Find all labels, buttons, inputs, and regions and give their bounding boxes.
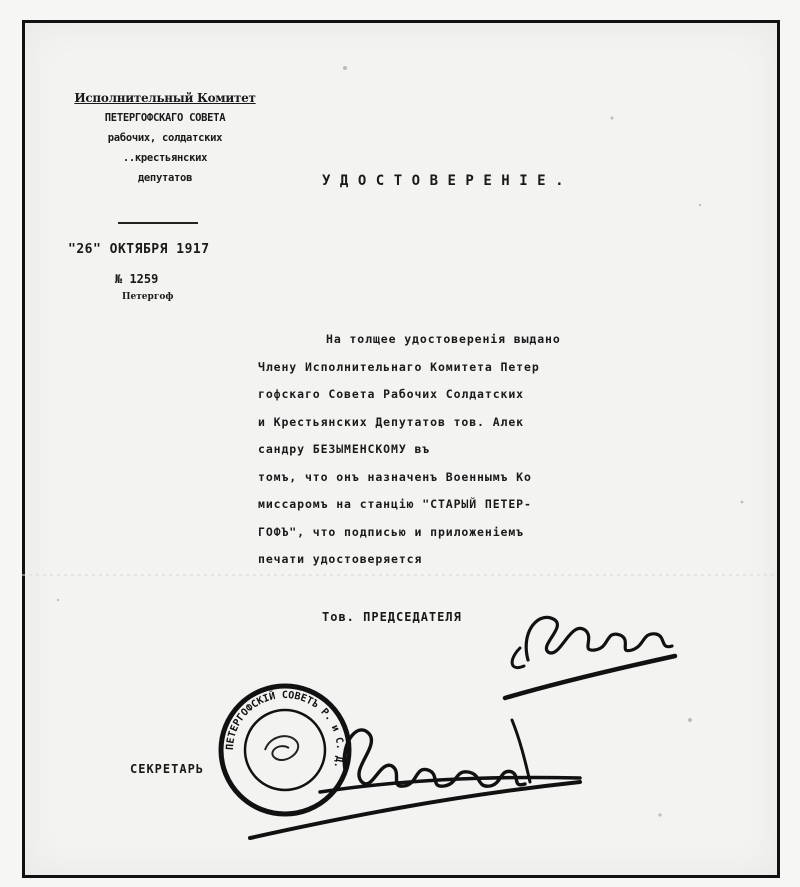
stamp-ring-text: ПЕТЕРГОФСКІЙ СОВЕТЪ Р. и С. Д.	[224, 689, 346, 770]
issuer-line-1: Исполнительный Комитет	[74, 91, 256, 105]
body-line-4: и Крестьянских Депутатов тов. Алек	[258, 414, 525, 429]
body-line-5: сандру БЕЗЫМЕНСКОМУ въ	[258, 442, 431, 456]
body-line-1: На толщее удостоверенія выдано	[326, 332, 561, 346]
issue-place: Петергоф	[122, 292, 174, 302]
header-divider	[118, 222, 198, 224]
issuer-line-3: рабочих, солдатских	[107, 132, 223, 144]
issuer-line-4: ..крестьянских	[122, 152, 208, 164]
issuer-line-2: ПЕТЕРГОФСКАГО СОВЕТА	[104, 112, 226, 124]
body-line-2: Члену Исполнительнаго Комитета Петер	[258, 359, 540, 374]
chairman-signature	[500, 590, 680, 710]
secretary-signature	[250, 700, 590, 850]
chairman-label: Тов. ПРЕДСЕДАТЕЛЯ	[322, 610, 462, 624]
body-line-8: ГОФЪ", что подписью и приложеніемъ	[258, 524, 525, 539]
issuer-line-5: депутатов	[137, 172, 193, 184]
body-line-9: печати удостоверяется	[258, 552, 423, 566]
body-line-7: миссаромъ на станцію "СТАРЫЙ ПЕТЕР-	[258, 497, 532, 511]
issue-date: "26" ОКТЯБРЯ 1917	[68, 242, 210, 257]
issuer-header	[60, 88, 270, 188]
certificate-body	[258, 326, 688, 574]
body-line-6: томъ, что онъ назначенъ Военнымъ Ко	[258, 469, 532, 484]
document-number: № 1259	[115, 272, 159, 286]
secretary-label: СЕКРЕТАРЬ	[130, 762, 205, 776]
body-line-3: гофскаго Совета Рабочих Солдатских	[258, 387, 525, 401]
document-title: УДОСТОВЕРЕНІЕ.	[322, 173, 574, 189]
